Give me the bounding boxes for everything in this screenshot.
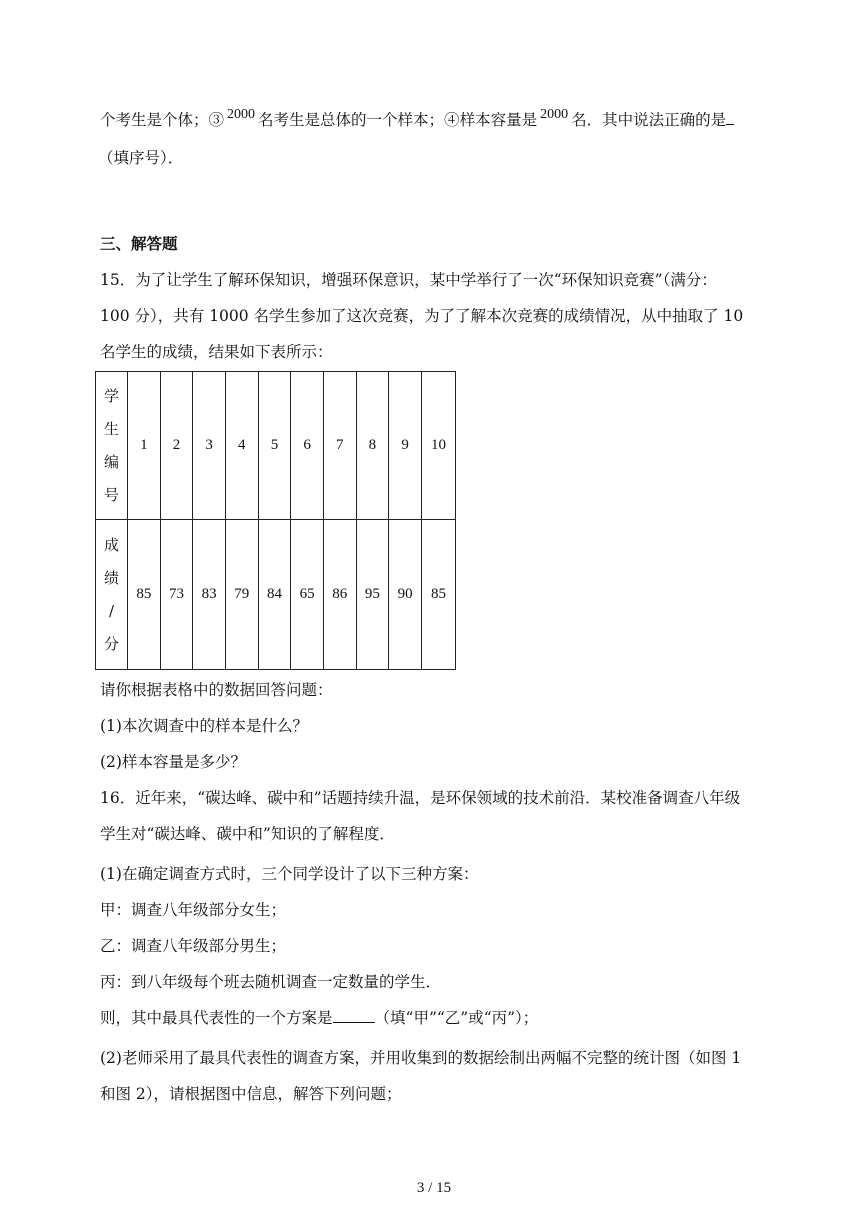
number-2000: 2000 (227, 107, 256, 122)
q16-option-a: 甲：调查八年级部分女生； (100, 901, 287, 919)
table-cell: 85 (422, 520, 456, 670)
table-row-score (96, 520, 456, 670)
table-cell: 5 (258, 372, 291, 520)
answer-blank (333, 1022, 375, 1023)
table-cell: 4 (225, 372, 258, 520)
q16-question-line (100, 1008, 538, 1028)
table-cell: 86 (323, 520, 356, 670)
table-cell: 3 (193, 372, 226, 520)
table-cell: 2 (160, 372, 193, 520)
q16-part-1: (1)在确定调查方式时，三个同学设计了以下三种方案： (100, 865, 479, 883)
header-student-id: 学 生 编 号 (96, 372, 128, 520)
q15-line-3: 名学生的成绩，结果如下表所示： (100, 343, 333, 361)
q16-text-a: 则，其中最具代表性的一个方案是 (100, 1009, 333, 1027)
q16-part-2-line-1: (2)老师采用了最具代表性的调查方案，并用收集到的数据绘制出两幅不完整的统计图（如图 1 (100, 1049, 742, 1067)
q16-option-c: 丙：到八年级每个班去随机调查一定数量的学生． (100, 973, 442, 991)
answer-blank (726, 124, 734, 125)
q15-line-2: 100 分），共有 1000 名学生参加了这次竞赛，为了了解本次竞赛的成绩情况，从中抽取了 10 (100, 307, 744, 325)
table-cell: 6 (291, 372, 324, 520)
table-cell: 1 (128, 372, 161, 520)
q14-line-2: （填序号）． (98, 149, 184, 167)
page-number: 3 / 15 (416, 1180, 452, 1196)
q15-line-1: 15．为了让学生了解环保知识，增强环保意识，某中学举行了一次“环保知识竞赛”（满分： (100, 271, 717, 289)
q14-line-1 (100, 107, 734, 132)
number-2000: 2000 (540, 107, 569, 122)
q15-part-2: (2)样本容量是多少？ (100, 753, 246, 771)
table-cell: 9 (389, 372, 422, 520)
q16-option-b: 乙：调查八年级部分男生； (100, 937, 287, 955)
table-cell: 73 (160, 520, 193, 670)
q15-instruction: 请你根据表格中的数据回答问题： (100, 681, 333, 699)
q16-line-1: 16．近年来，“碳达峰、碳中和”话题持续升温，是环保领域的技术前沿．某校准备调查八年级 (100, 789, 741, 807)
q14-text-a: 个考生是个体； (100, 111, 209, 129)
table-cell: 84 (258, 520, 291, 670)
q16-part-2-line-2: 和图 2），请根据图中信息，解答下列问题； (100, 1085, 402, 1103)
table-cell: 7 (323, 372, 356, 520)
q15-part-1: (1)本次调查中的样本是什么？ (100, 717, 308, 735)
table-row-student-id (96, 372, 456, 520)
table-cell: 8 (356, 372, 389, 520)
table-cell: 95 (356, 520, 389, 670)
table-cell: 83 (193, 520, 226, 670)
q14-text-b: 名考生是总体的一个样本； (258, 111, 445, 129)
header-score: 成 绩 / 分 (96, 520, 128, 670)
table-cell: 79 (225, 520, 258, 670)
score-table (95, 371, 456, 670)
circled-3: ③ (208, 111, 225, 129)
q16-text-b: （填“甲”“乙”或“丙”）； (374, 1009, 539, 1027)
q14-text-d: 名．其中说法正确的是 (571, 111, 727, 129)
table-cell: 90 (389, 520, 422, 670)
circled-4: ④ (444, 111, 460, 129)
table-cell: 10 (422, 372, 456, 520)
table-cell: 85 (128, 520, 161, 670)
section-heading: 三、解答题 (100, 234, 178, 253)
q14-text-c: 样本容量是 (459, 111, 538, 129)
q16-line-2: 学生对“碳达峰、碳中和”知识的了解程度． (100, 825, 395, 843)
table-cell: 65 (291, 520, 324, 670)
